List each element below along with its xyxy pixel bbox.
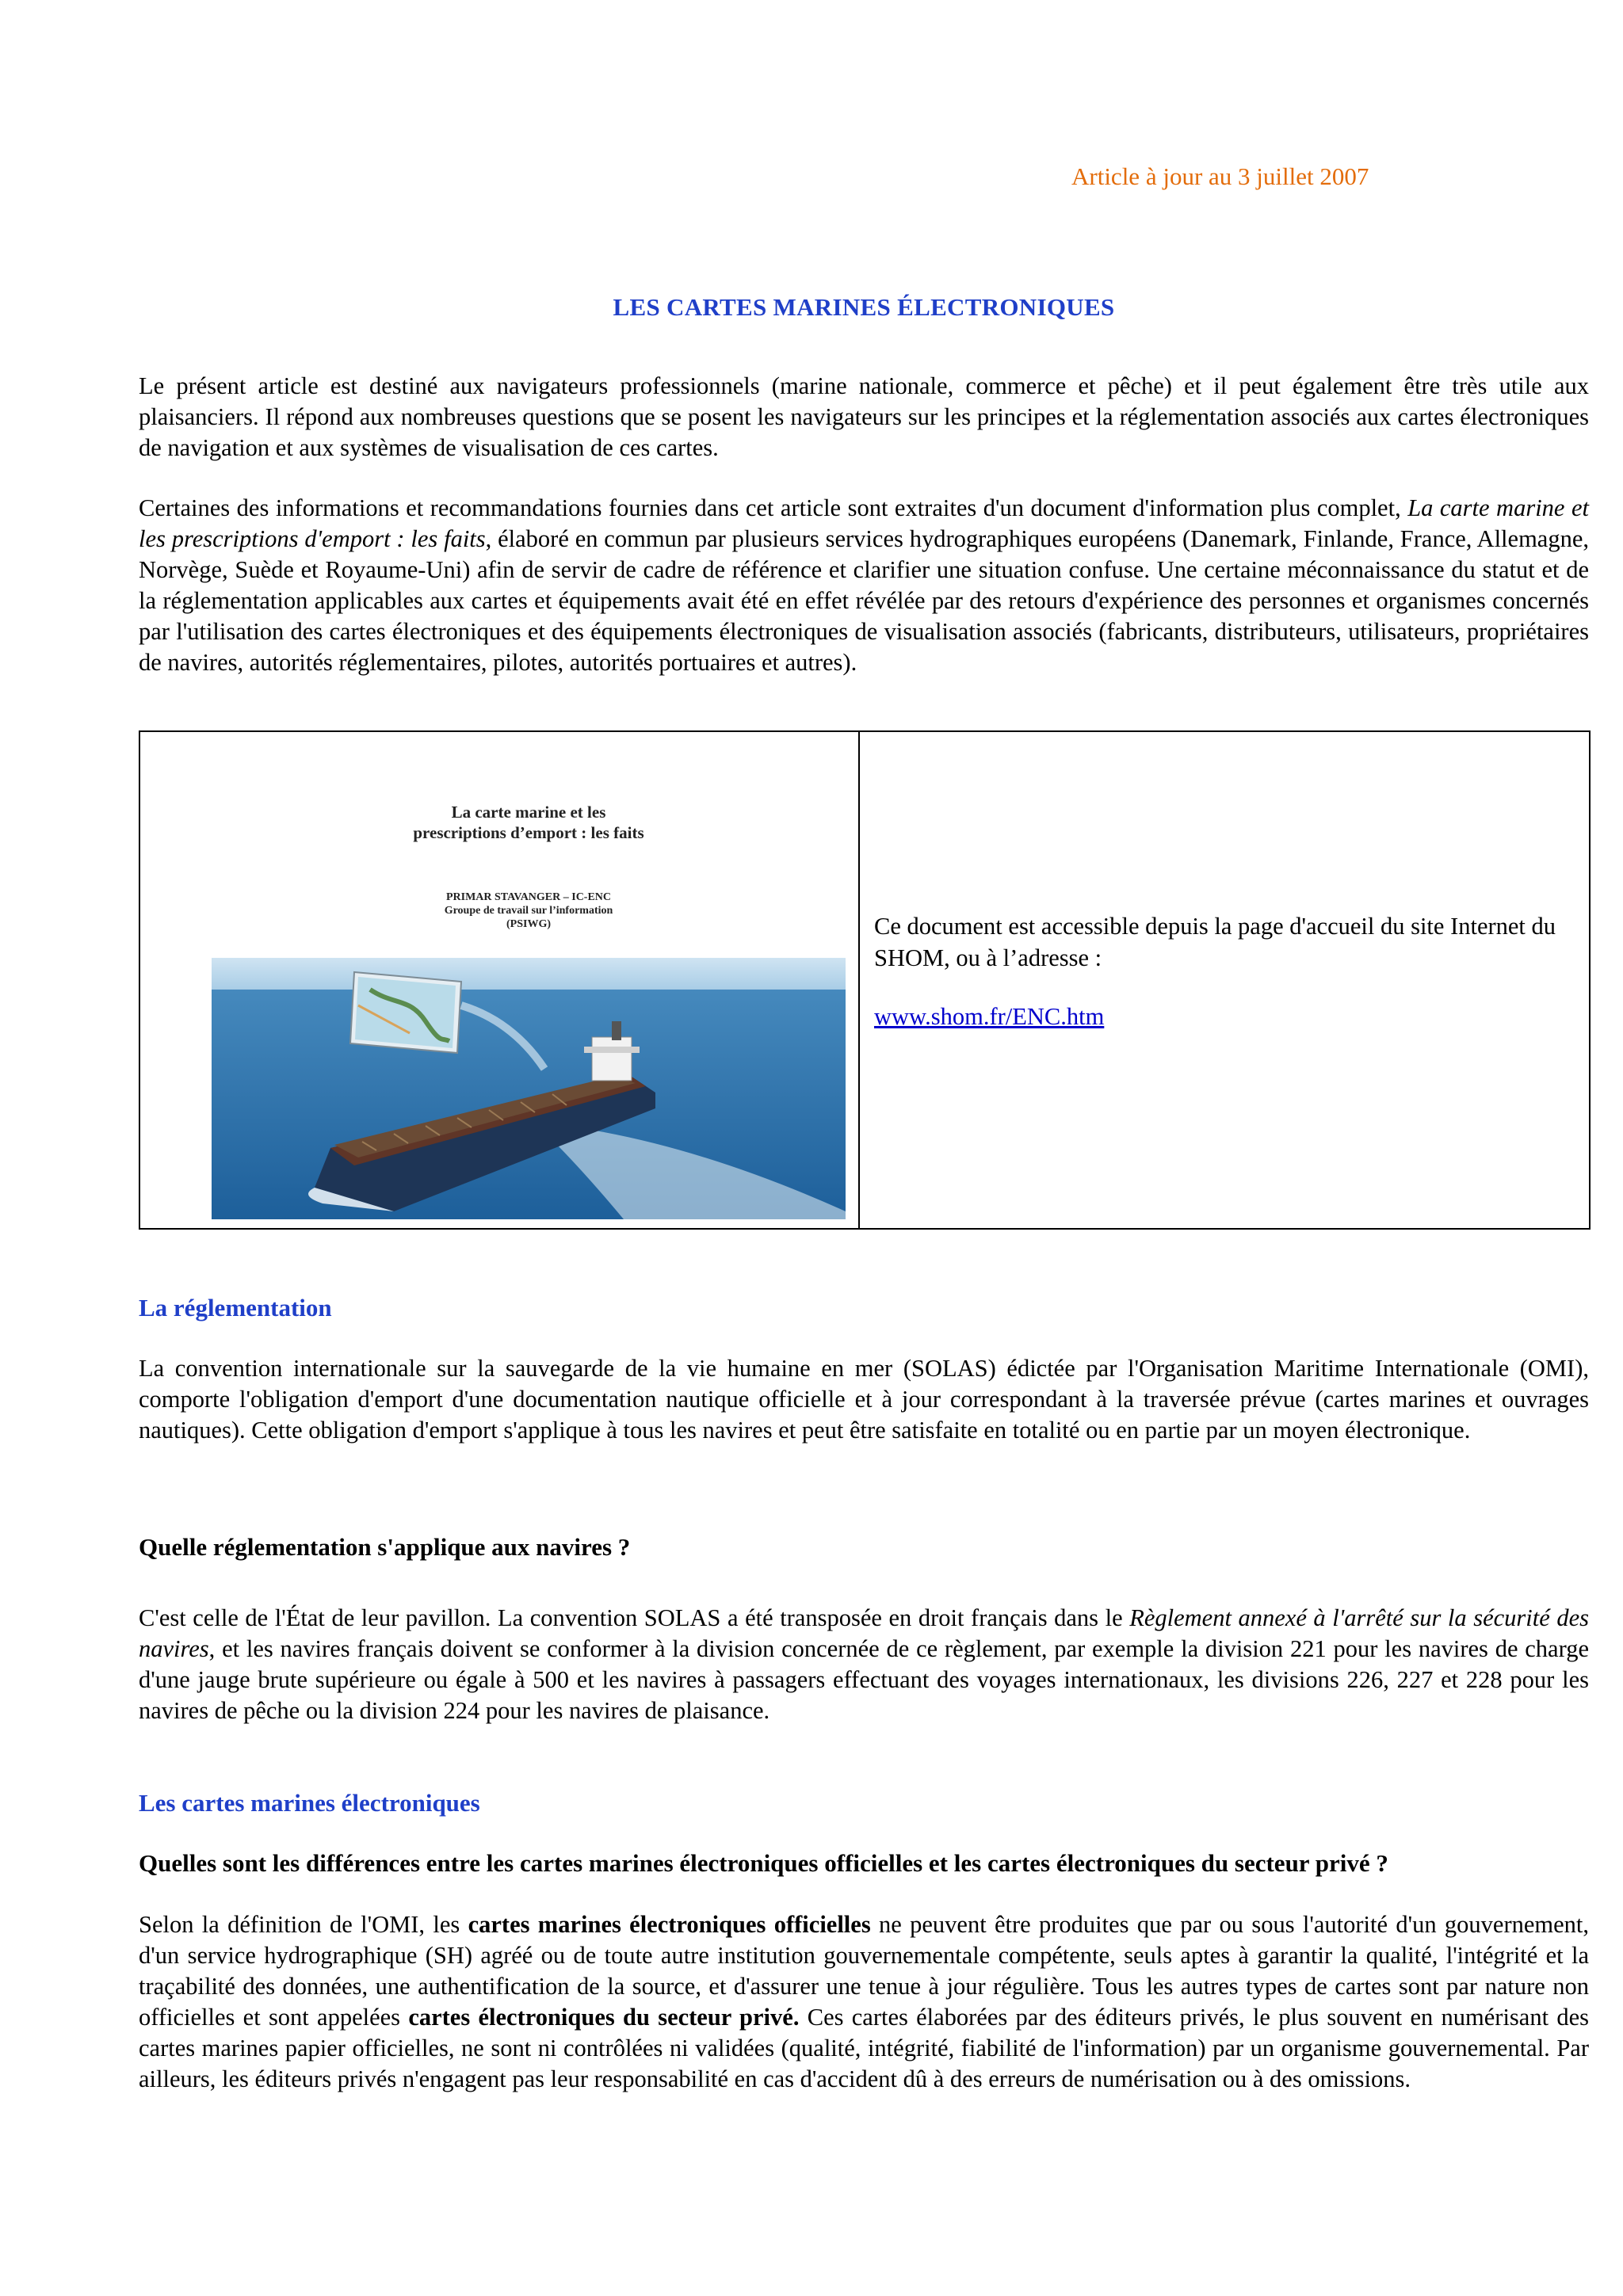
- section-heading-reglementation: La réglementation: [139, 1294, 332, 1322]
- bold-cartes-officielles: cartes marines électroniques officielles: [468, 1911, 871, 1938]
- spacer: [874, 974, 1571, 1001]
- document-title-italic: La carte marine et les prescriptions d'emport : les faits: [139, 494, 1589, 552]
- document-access-text: [874, 910, 1571, 1032]
- intro-p2-text-b: , élaboré en commun par plusieurs services hydrographiques européens (Danemark, Finlande, France, Allemagne, Norvège, Suède et Royaume-Uni) afin de servir de cadre de référence et clarifier une situation confuse. Une certaine méconnaissance du statut et de la réglementation applicables aux cartes et équipements avait été en effet révélée par des retours d'expérience des personnes et organismes concernés par l'utilisation des cartes électroniques et des équipements électroniques de visualisation associés (fabricants, distributeurs, utilisateurs, propriétaires de navires, autorités réglementaires, pilotes, autorités portuaires et autres).: [139, 525, 1589, 676]
- cover-subtitle: [212, 891, 846, 931]
- section-heading-cartes-electroniques: Les cartes marines électroniques: [139, 1789, 480, 1817]
- cartes-text-a: Selon la définition de l'OMI, les: [139, 1911, 468, 1938]
- question-differences-cartes: Quelles sont les différences entre les cartes marines électroniques officielles et les cartes électroniques du secteur privé ?: [139, 1849, 1388, 1877]
- reglementation-navires-paragraph: [139, 1603, 1589, 1726]
- cover-title-line-1: La carte marine et les: [451, 803, 606, 822]
- reglementation-text-b: , et les navires français doivent se conformer à la division concernée de ce règlement, par exemple la division 221 pour les navires de charge d'une jauge brute supérieure ou égale à 500 et les navires à passagers effectuant des voyages internationaux, les divisions 226, 227 et 228 pour les navires de pêche ou la division 224 pour les navires de plaisance.: [139, 1635, 1589, 1724]
- cartes-text-c: Ces cartes élaborées par des éditeurs privés, le plus souvent en numérisant des cartes marines papier officielles, ne sont ni contrôlées ni validées (qualité, intégrité, fiabilité de l'information) par un organisme gouvernemental. Par ailleurs, les éditeurs privés n'engagent pas leur responsabilité en cas d'accident dû à des erreurs de numérisation ou à des omissions.: [139, 2004, 1589, 2092]
- cover-title: [212, 802, 846, 843]
- cover-subtitle-line-2: Groupe de travail sur l’information: [444, 905, 613, 917]
- intro-p2-text-a: Certaines des informations et recommandations fournies dans cet article sont extraites d'un document d'information plus complet,: [139, 494, 1408, 521]
- reglementation-text-a: C'est celle de l'État de leur pavillon. La convention SOLAS a été transposée en droit français dans le: [139, 1604, 1130, 1631]
- page-title: LES CARTES MARINES ÉLECTRONIQUES: [613, 293, 1115, 321]
- reglement-title-italic: Règlement annexé à l'arrêté sur la sécurité des navires: [139, 1604, 1589, 1662]
- cover-title-line-2: prescriptions d’emport : les faits: [413, 823, 644, 842]
- cover-subtitle-line-1: PRIMAR STAVANGER – IC-ENC: [445, 891, 612, 903]
- document-cover-image: [212, 772, 846, 1219]
- question-reglementation-navires: Quelle réglementation s'applique aux navires ?: [139, 1533, 631, 1561]
- cartes-officielles-paragraph: [139, 1909, 1589, 2095]
- bold-cartes-secteur-prive: cartes électroniques du secteur privé.: [408, 2004, 800, 2031]
- intro-paragraph-1: Le présent article est destiné aux navigateurs professionnels (marine nationale, commerce et pêche) et il peut également être très utile aux plaisanciers. Il répond aux nombreuses questions que se posent les navigateurs sur les principes et la réglementation associés aux cartes électroniques de navigation et aux systèmes de visualisation de ces cartes.: [139, 372, 1589, 461]
- intro-paragraph-2: [139, 493, 1589, 678]
- access-description: Ce document est accessible depuis la page d'accueil du site Internet du SHOM, ou à l’adresse :: [874, 913, 1556, 971]
- document-info-box: [139, 730, 1591, 1230]
- shom-enc-link[interactable]: www.shom.fr/ENC.htm: [874, 1003, 1105, 1030]
- cartes-text-b: ne peuvent être produites que par ou sous l'autorité d'un gouvernement, d'un service hydrographique (SH) agréé ou de toute autre institution gouvernementale compétente, seuls aptes à garantir la qualité, l'intégrité et la traçabilité des données, une authentification de la source, et d'assurer une tenue à jour régulière. Tous les autres types de cartes sont par nature non officielles et sont appelées: [139, 1911, 1589, 2031]
- reglementation-paragraph: La convention internationale sur la sauvegarde de la vie humaine en mer (SOLAS) édictée par l'Organisation Maritime Internationale (OMI), comporte l'obligation d'emport d'une documentation nautique officielle et à jour correspondant à la traversée prévue (cartes marines et ouvrages nautiques). Cette obligation d'emport s'applique à tous les navires et peut être satisfaite en totalité ou en partie par un moyen électronique.: [139, 1355, 1589, 1444]
- update-date: Article à jour au 3 juillet 2007: [1071, 162, 1369, 190]
- cover-subtitle-line-3: (PSIWG): [506, 918, 551, 930]
- tanker-ship-photo: [212, 958, 846, 1219]
- box-divider: [858, 732, 860, 1228]
